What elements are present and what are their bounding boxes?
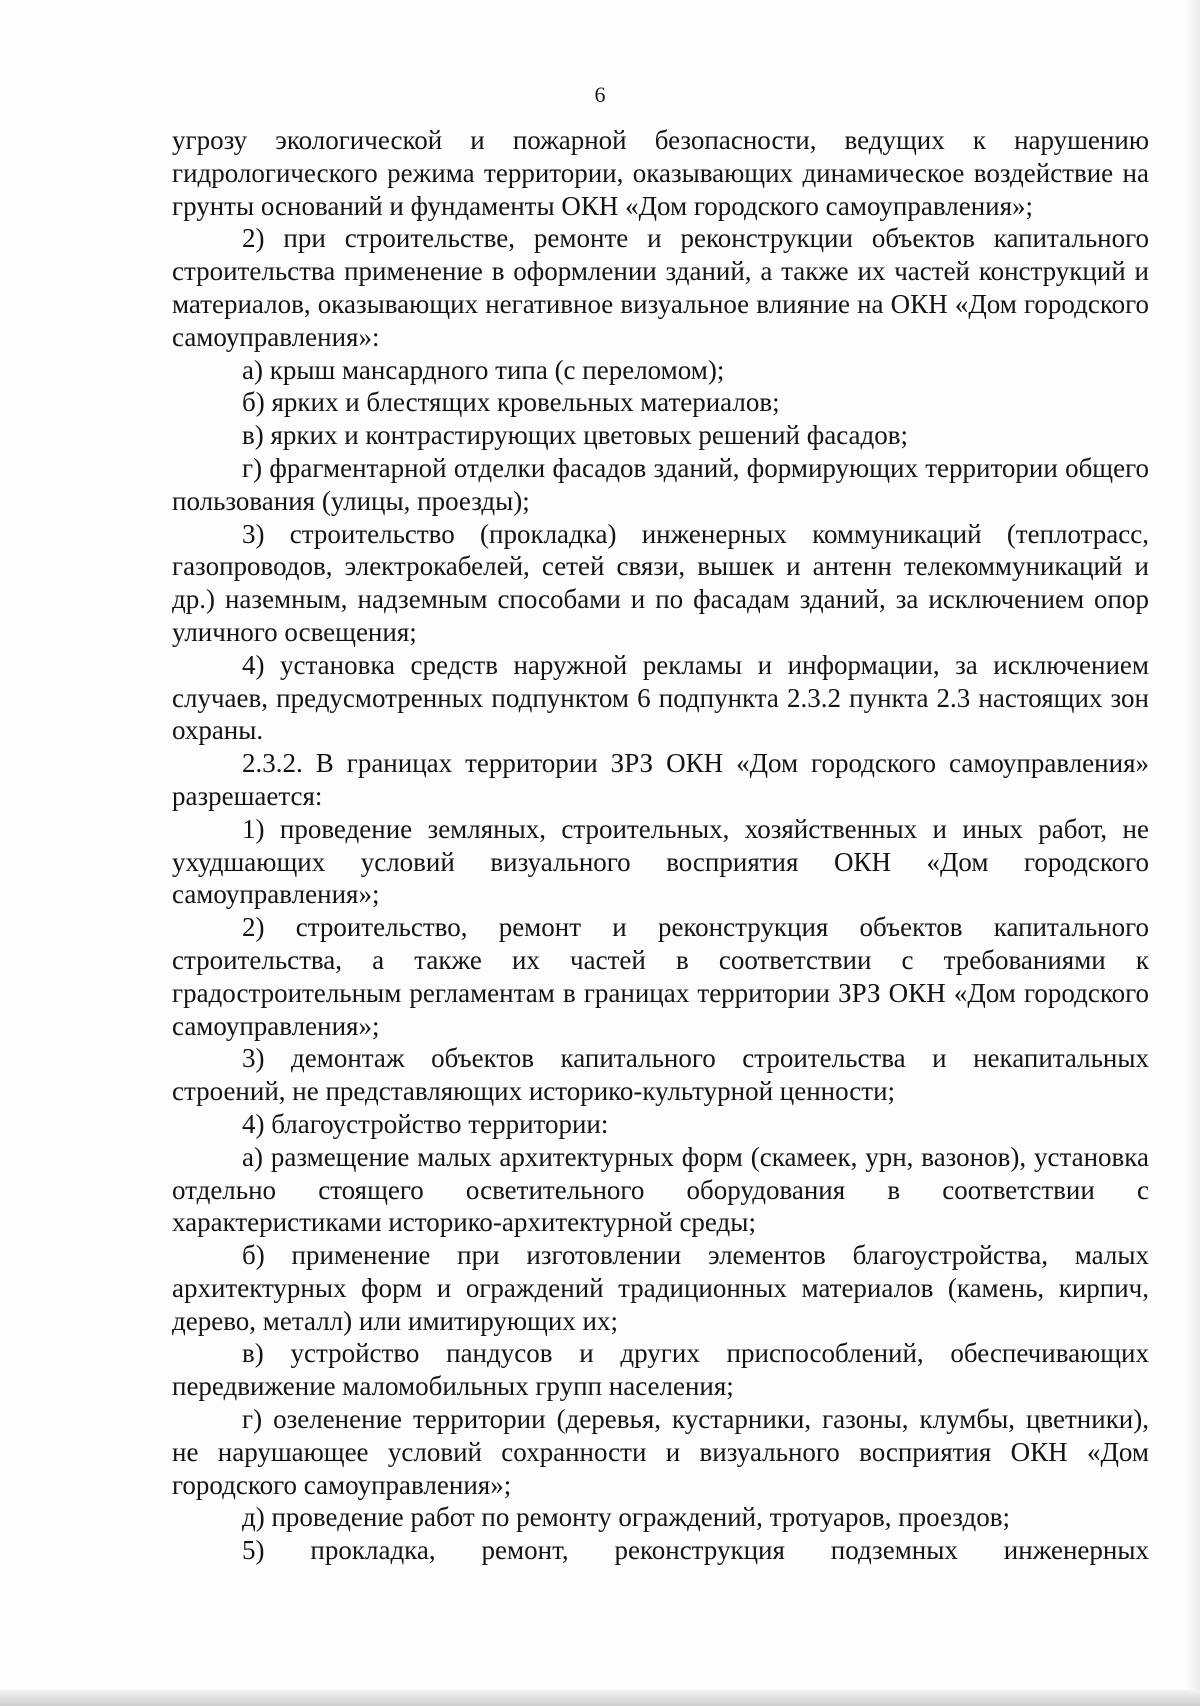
document-body [172,124,1149,1567]
paragraph-allowed-4: 4) благоустройство территории: [242,1108,609,1139]
paragraph-allowed-4v: в) устройство пандусов и других приспособлений, обеспечивающих передвижение маломобильных групп населения; [172,1338,1149,1402]
paragraph-section-2-3-2: 2.3.2. В границах территории ЗРЗ ОКН «Дом городского самоуправления» разрешается: [172,748,1149,811]
paragraph-allowed-1: 1) проведение земляных, строительных, хозяйственных и иных работ, не ухудшающих условий визуального восприятия ОКН «Дом городского самоуправления»; [172,813,1149,910]
paragraph-item-2v: в) ярких и контрастирующих цветовых решений фасадов; [242,420,908,451]
paragraph-item-2b: б) ярких и блестящих кровельных материалов; [242,387,780,418]
paragraph-allowed-5: 5) прокладка, ремонт, реконструкция подземных инженерных [242,1535,1149,1566]
paragraph-allowed-3: 3) демонтаж объектов капитального строительства и некапитальных строений, не представляющих историко-культурной ценности; [172,1043,1149,1107]
paragraph-item-2: 2) при строительстве, ремонте и реконструкции объектов капитального строительства применение в оформлении зданий, а также их частей конструкций и материалов, оказывающих негативное визуальное влияние на ОКН «Дом городского самоуправления»: [172,223,1149,352]
scan-edge-bottom [0,1690,1200,1706]
paragraph-allowed-4g: г) озеленение территории (деревья, кустарники, газоны, клумбы, цветники), не нарушающее условий сохранности и визуального восприятия ОКН «Дом городского самоуправления»; [172,1404,1149,1500]
paragraph-continuation: угрозу экологической и пожарной безопасности, ведущих к нарушению гидрологического режима территории, оказывающих динамическое воздействие на грунты оснований и фундаменты ОКН «Дом городского самоуправления»; [172,125,1149,221]
paragraph-item-3: 3) строительство (прокладка) инженерных коммуникаций (теплотрасс, газопроводов, электрокабелей, сетей связи, вышек и антенн телекоммуникаций и др.) наземным, надземным способами и по фасадам зданий, за исключением опор уличного освещения; [172,518,1149,647]
paragraph-item-4: 4) установка средств наружной рекламы и информации, за исключением случаев, предусмотренных подпунктом 6 подпункта 2.3.2 пункта 2.3 настоящих зон охраны. [172,649,1149,746]
paragraph-item-2a: а) крыш мансардного типа (с переломом); [242,354,725,385]
page-number: 6 [594,82,606,107]
paragraph-allowed-4a: а) размещение малых архитектурных форм (скамеек, урн, вазонов), установка отдельно стоящего осветительного оборудования в соответствии с характеристиками историко-архитектурной среды; [172,1141,1149,1238]
paragraph-allowed-2: 2) строительство, ремонт и реконструкция объектов капитального строительства, а также их частей в соответствии с требованиями к градостроительным регламентам в границах территории ЗРЗ ОКН «Дом городского самоуправления»; [172,912,1149,1041]
scan-edge-right [1186,0,1200,1706]
paragraph-allowed-4b: б) применение при изготовлении элементов благоустройства, малых архитектурных форм и ограждений традиционных материалов (камень, кирпич, дерево, металл) или имитирующих их; [172,1240,1149,1336]
paragraph-item-2g: г) фрагментарной отделки фасадов зданий, формирующих территории общего пользования (улицы, проезды); [172,452,1149,516]
paragraph-allowed-4d: д) проведение работ по ремонту ограждений, тротуаров, проездов; [242,1502,1010,1533]
